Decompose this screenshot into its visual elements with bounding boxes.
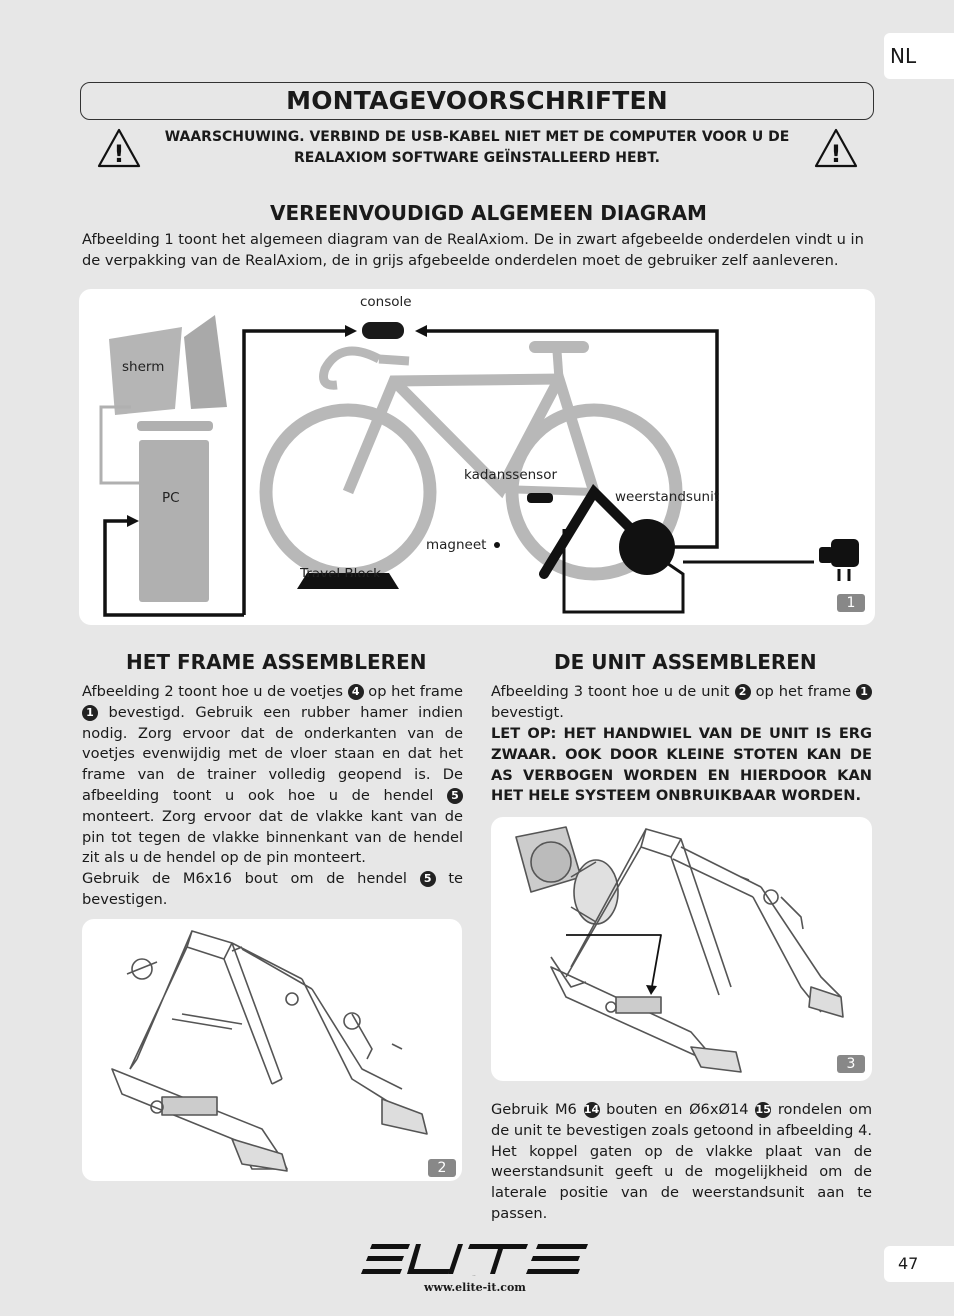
part-number-15: 15 — [755, 1103, 771, 1116]
unit-text: bouten en Ø6xØ14 — [606, 1101, 749, 1118]
usb-warning-line1: WAARSCHUWING. VERBIND DE USB-KABEL NIET MET DE COMPUTER VOOR U DE — [164, 129, 790, 145]
label-cadence-sensor: kadanssensor — [464, 467, 558, 483]
label-magnet: magneet — [426, 537, 487, 553]
usb-warning — [140, 127, 814, 169]
figure-2-panel — [82, 919, 462, 1181]
page-title: MONTAGEVOORSCHRIFTEN — [80, 82, 874, 120]
part-number-1: 1 — [82, 705, 98, 721]
usb-warning-line2: REALAXIOM SOFTWARE GEÏNSTALLEERD HEBT. — [294, 150, 660, 166]
svg-text:ELITE: ELITE — [472, 1276, 476, 1277]
frame-text: monteert. Zorg ervoor dat de vlakke kant van de pin tot tegen de vlakke binnenkant van de hendel zit als u de hendel op de pin monteert. — [82, 807, 463, 867]
flywheel-warning: LET OP: HET HANDWIEL VAN DE UNIT IS ERG ZWAAR. OOK DOOR KLEINE STOTEN KAN DE AS VERBOGEN WORDEN EN HIERDOOR KAN HET HELE SYSTEEM ONBRUIKBAAR WORDEN. — [491, 725, 872, 805]
part-number-14: 14 — [583, 1103, 600, 1116]
svg-text:!: ! — [113, 140, 125, 168]
figure-1-panel — [79, 289, 875, 625]
part-number-5: 5 — [420, 871, 436, 887]
power-adapter-icon — [819, 539, 859, 581]
unit-text: bevestigt. — [491, 703, 564, 721]
footer-url[interactable]: www.elite-it.com — [424, 1281, 526, 1294]
page-number: 47 — [884, 1246, 954, 1282]
unit-text: Afbeelding 3 toont hoe u de unit — [491, 683, 730, 700]
frame-text: Afbeelding 2 toont hoe u de voetjes — [82, 683, 343, 700]
unit-assembly-drawing — [491, 817, 872, 1081]
unit-heading: DE UNIT ASSEMBLEREN — [554, 650, 817, 674]
label-resistance-unit: weerstandsunit — [615, 489, 720, 505]
pc-tower-icon — [139, 440, 209, 602]
part-number-4: 4 — [348, 684, 364, 700]
warning-icon — [97, 127, 141, 169]
diagram-heading: VEREENVOUDIGD ALGEMEEN DIAGRAM — [270, 201, 707, 225]
console-icon — [362, 322, 404, 339]
label-riser: Travel Block — [300, 566, 381, 577]
resistance-unit-icon — [619, 519, 675, 575]
svg-text:!: ! — [830, 140, 842, 168]
label-pc: PC — [162, 490, 180, 506]
part-number-1: 1 — [856, 684, 872, 700]
part-number-5: 5 — [447, 788, 463, 804]
unit-instructions — [491, 682, 872, 724]
frame-text: bevestigd. Gebruik een rubber hamer indien nodig. Zorg ervoor dat de onderkanten van de voetjes evenwijdig met de vloer staan en dat het frame van de trainer volledig geopend is. De afbeelding toont u ook hoe u de hendel — [82, 703, 463, 804]
frame-text: te bevestigen. — [82, 870, 464, 908]
cadence-sensor-icon — [527, 493, 553, 503]
language-tab: NL — [884, 33, 954, 79]
magnet-icon — [494, 542, 500, 548]
system-diagram — [79, 289, 875, 625]
figure-number-badge: 2 — [428, 1159, 456, 1177]
warning-icon — [814, 127, 858, 169]
unit-text: Gebruik M6 — [491, 1101, 577, 1118]
label-screen: sherm — [122, 359, 165, 375]
elite-logo — [358, 1243, 590, 1277]
unit-text: op het frame — [755, 683, 851, 700]
part-number-2: 2 — [735, 684, 751, 700]
unit-text: rondelen om de unit te bevestigen zoals getoond in afbeelding 4. Het koppel gaten op de vlakke plaat van de weerstandsunit geeft u de mogelijkheid om de laterale positie van de weerstandsunit aan te passen. — [491, 1101, 873, 1222]
frame-assembly-drawing — [82, 919, 462, 1181]
trainer-stand-icon — [544, 492, 683, 612]
diagram-intro: Afbeelding 1 toont het algemeen diagram van de RealAxiom. De in zwart afgebeelde onderdelen vindt u in de verpakking van de RealAxiom, de in grijs afgebeelde onderdelen moet de gebruiker zelf aanleveren. — [82, 231, 864, 269]
label-console: console — [360, 294, 412, 310]
frame-text: op het frame — [368, 683, 464, 700]
frame-instructions — [82, 682, 463, 911]
figure-number-badge: 3 — [837, 1055, 865, 1073]
figure-number-badge: 1 — [837, 594, 865, 612]
frame-text: Gebruik de M6x16 bout om de hendel — [82, 870, 407, 888]
bolt-instructions — [491, 1100, 872, 1225]
figure-3-panel — [491, 817, 872, 1081]
frame-heading: HET FRAME ASSEMBLEREN — [126, 650, 427, 674]
